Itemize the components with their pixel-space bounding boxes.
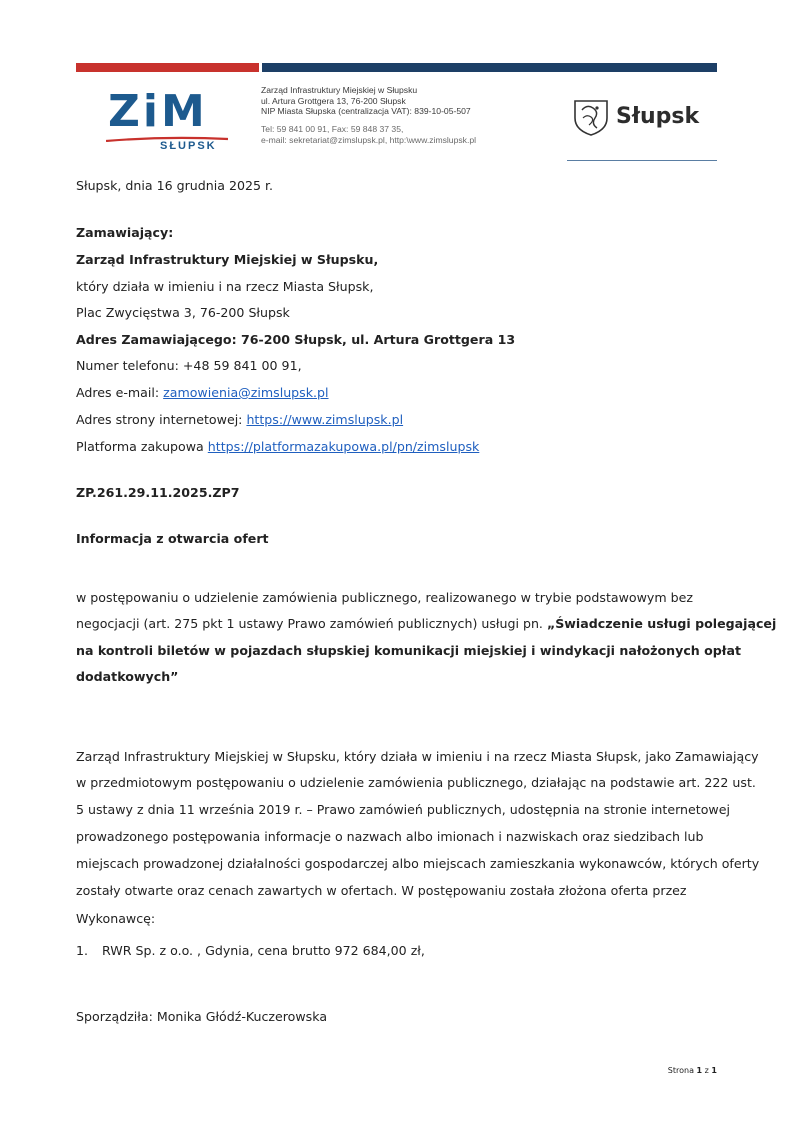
buyer-name: Zarząd Infrastruktury Miejskiej w Słupsku, — [76, 252, 379, 267]
org-address: ul. Artura Grottgera 13, 76-200 Słupsk — [261, 95, 406, 106]
page-of: z — [702, 1066, 712, 1075]
org-phone: Tel: 59 841 00 91, Fax: 59 848 37 35, — [261, 124, 404, 135]
offer-number: 1. — [76, 943, 89, 958]
intro-line-3: na kontroli biletów w pojazdach słupskiej komunikacji miejskiej i windykacji nałożonych opłat — [76, 643, 741, 658]
header-bar-red — [76, 63, 259, 72]
buyer-acting: który działa w imieniu i na rzecz Miasta Słupsk, — [76, 279, 374, 294]
buyer-address-2: Adres Zamawiającego: 76-200 Słupsk, ul. Artura Grottgera 13 — [76, 332, 516, 347]
org-nip: NIP Miasta Słupska (centralizacja VAT): 839-10-05-507 — [261, 106, 471, 117]
zim-logo-text: ZiM — [108, 86, 208, 137]
email-link[interactable]: zamowienia@zimslupsk.pl — [163, 385, 329, 400]
body-line-2: w przedmiotowym postępowaniu o udzielenie zamówienia publicznego, działając na podstawie art. 222 ust. — [76, 775, 756, 790]
body-line-3: 5 ustawy z dnia 11 września 2019 r. – Prawo zamówień publicznych, udostępnia na stronie internetowej — [76, 802, 730, 817]
offer-item — [76, 943, 425, 958]
web-link[interactable]: https://www.zimslupsk.pl — [246, 412, 404, 427]
buyer-phone: Numer telefonu: +48 59 841 00 91, — [76, 358, 302, 373]
buyer-address: Plac Zwycięstwa 3, 76-200 Słupsk — [76, 305, 290, 320]
page-number: 1 — [696, 1066, 703, 1075]
body-line-5: miejscach prowadzonej działalności gospodarczej albo miejscach zamieszkania wykonawców, których oferty — [76, 856, 760, 871]
zim-logo-subtitle: SŁUPSK — [160, 140, 217, 152]
page-total: 1 — [711, 1066, 717, 1075]
platform-link[interactable]: https://platformazakupowa.pl/pn/zimslupsk — [207, 439, 480, 454]
header-bar-blue — [262, 63, 717, 72]
org-email: e-mail: sekretariat@zimslupsk.pl, http:\www.zimslupsk.pl — [261, 134, 477, 145]
slupsk-crest-icon — [573, 98, 609, 136]
buyer-platform-line — [76, 439, 479, 454]
org-name: Zarząd Infrastruktury Miejskiej w Słupsku — [261, 85, 418, 95]
document-title: Informacja z otwarcia ofert — [76, 531, 269, 546]
page-label: Strona — [667, 1066, 697, 1075]
intro-line-2a: negocjacji (art. 275 pkt 1 ustawy Prawo zamówień publicznych) usługi pn. — [76, 616, 547, 631]
body-line-7: Wykonawcę: — [76, 911, 156, 926]
intro-line-2b: „Świadczenie usługi polegającej — [546, 616, 777, 631]
header-divider — [567, 160, 717, 161]
intro-line-4: dodatkowych” — [76, 669, 179, 684]
buyer-email-line — [76, 385, 329, 400]
body-line-1: Zarząd Infrastruktury Miejskiej w Słupsku, który działa w imieniu i na rzecz Miasta Słupsk, jako Zamawiający — [76, 749, 759, 764]
slupsk-logo-text: Słupsk — [616, 104, 700, 129]
org-info — [261, 85, 476, 146]
web-label: Adres strony internetowej: — [76, 412, 247, 427]
page-footer — [668, 1066, 717, 1075]
platform-label: Platforma zakupowa — [76, 439, 208, 454]
zim-logo — [104, 86, 234, 156]
prepared-by: Sporządziła: Monika Głódź-Kuczerowska — [76, 1009, 328, 1024]
email-label: Adres e-mail: — [76, 385, 164, 400]
body-line-6: zostały otwarte oraz cenach zawartych w ofertach. W postępowaniu została złożona oferta przez — [76, 883, 687, 898]
body-line-4: prowadzonego postępowania informacje o nazwach albo imionach i nazwiskach oraz siedzibach lub — [76, 829, 704, 844]
buyer-heading: Zamawiający: — [76, 225, 174, 240]
intro-line-1: w postępowaniu o udzielenie zamówienia publicznego, realizowanego w trybie podstawowym bez — [76, 590, 693, 605]
reference-number: ZP.261.29.11.2025.ZP7 — [76, 485, 240, 500]
intro-line-2 — [76, 616, 776, 631]
buyer-web-line — [76, 412, 403, 427]
date-line: Słupsk, dnia 16 grudnia 2025 r. — [76, 178, 274, 193]
offer-text: RWR Sp. z o.o. , Gdynia, cena brutto 972 684,00 zł, — [102, 943, 425, 958]
